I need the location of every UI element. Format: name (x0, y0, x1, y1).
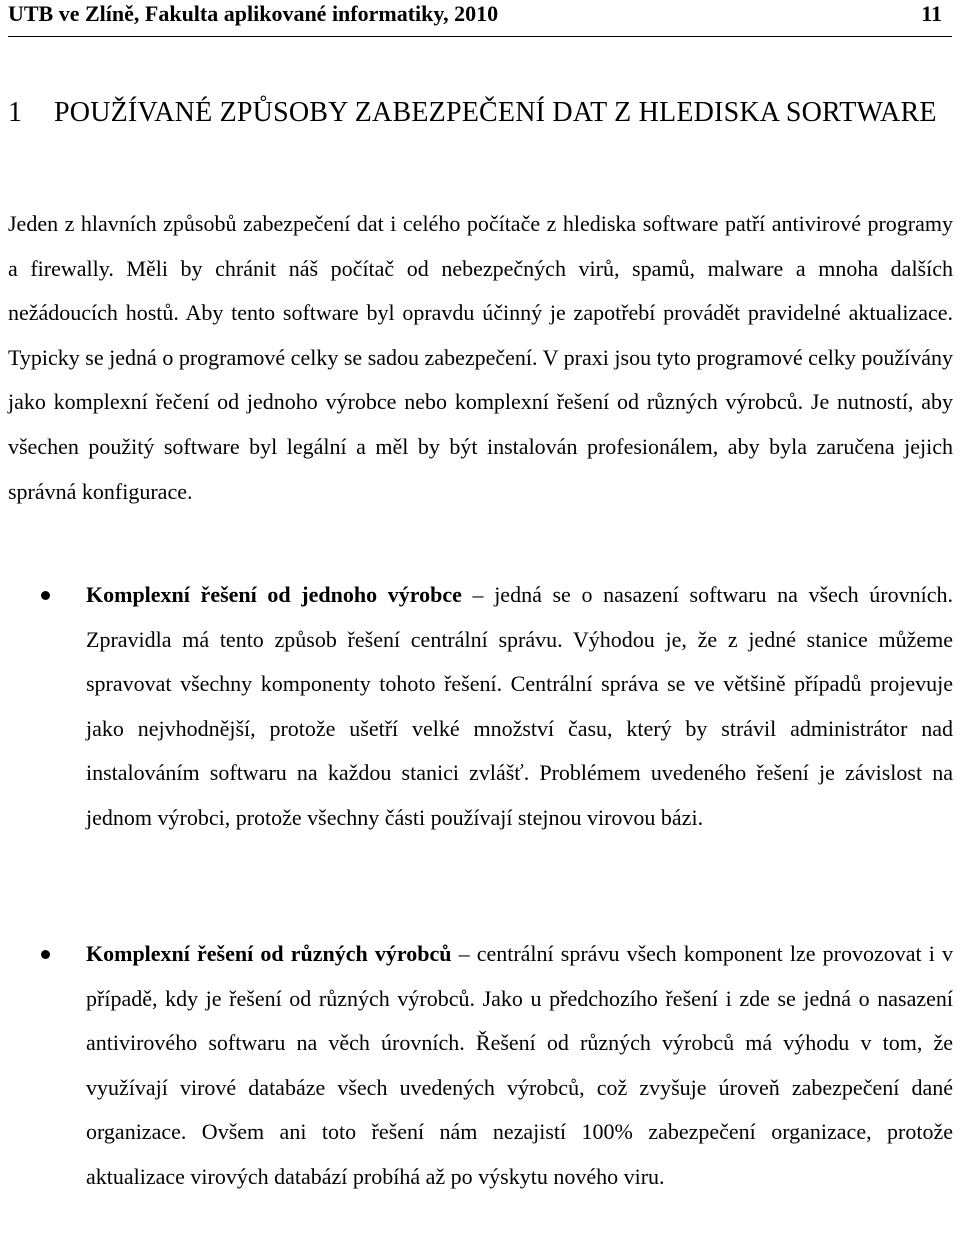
bullet-description: – jedná se o nasazení softwaru na všech úrovních. Zpravidla má tento způsob řešení centrální správu. Výhodou je, že z jedné stanice můžeme spravovat všechny komponenty tohoto řešení. Centrální správa se ve většině případů projevuje jako nejvhodnější, protože ušetří velké množství času, který by strávil administrátor nad instalováním softwaru na každou stanici zvlášť. Problémem uvedeného řešení je závislost na jednom výrobci, protože všechny části používají stejnou virovou bázi. (86, 582, 954, 830)
chapter-heading (8, 86, 938, 140)
bullet-term: Komplexní řešení od různých výrobců (86, 941, 452, 966)
page-number: 11 (921, 1, 942, 26)
bullet-term: Komplexní řešení od jednoho výrobce (86, 582, 462, 607)
chapter-number: 1 (8, 97, 23, 128)
bullet-description: – centrální správu všech komponent lze provozovat i v případě, kdy je řešení od různých výrobců. Jako u předchozího řešení i zde se jedná o nasazení antivirového softwaru na věch úrovních. Řešení od různých výrobců má výhodu v tom, že využívají virové databáze všech uvedených výrobců, což zvyšuje úroveň zabezpečení dané organizace. Ovšem ani toto řešení nám nezajistí 100% zabezpečení organizace, protože aktualizace virových databází probíhá až po výskytu nového viru. (86, 941, 953, 1189)
header-institution: UTB ve Zlíně, Fakulta aplikované informatiky, 2010 (8, 1, 499, 26)
running-header (8, 0, 952, 37)
bullet-dot (41, 591, 50, 600)
bullet-text (86, 932, 953, 1200)
bullet-dot (41, 950, 50, 959)
chapter-title: POUŽÍVANÉ ZPŮSOBY ZABEZPEČENÍ DAT Z HLEDISKA SORTWARE (54, 97, 937, 128)
bullet-text (86, 573, 953, 841)
intro-paragraph: Jeden z hlavních způsobů zabezpečení dat i celého počítače z hlediska software patří antivirové programy a firewally. Měli by chránit náš počítač od nebezpečných virů, spamů, malware a mnoha dalších nežádoucích hostů. Aby tento software byl opravdu účinný je zapotřebí provádět pravidelné aktualizace. Typicky se jedná o programové celky se sadou zabezpečení. V praxi jsou tyto programové celky používány jako komplexní řečení od jednoho výrobce nebo komplexní řešení od různých výrobců. Je nutností, aby všechen použitý software byl legální a měl by být instalován profesionálem, aby byla zaručena jejich správná konfigurace. (8, 211, 953, 504)
